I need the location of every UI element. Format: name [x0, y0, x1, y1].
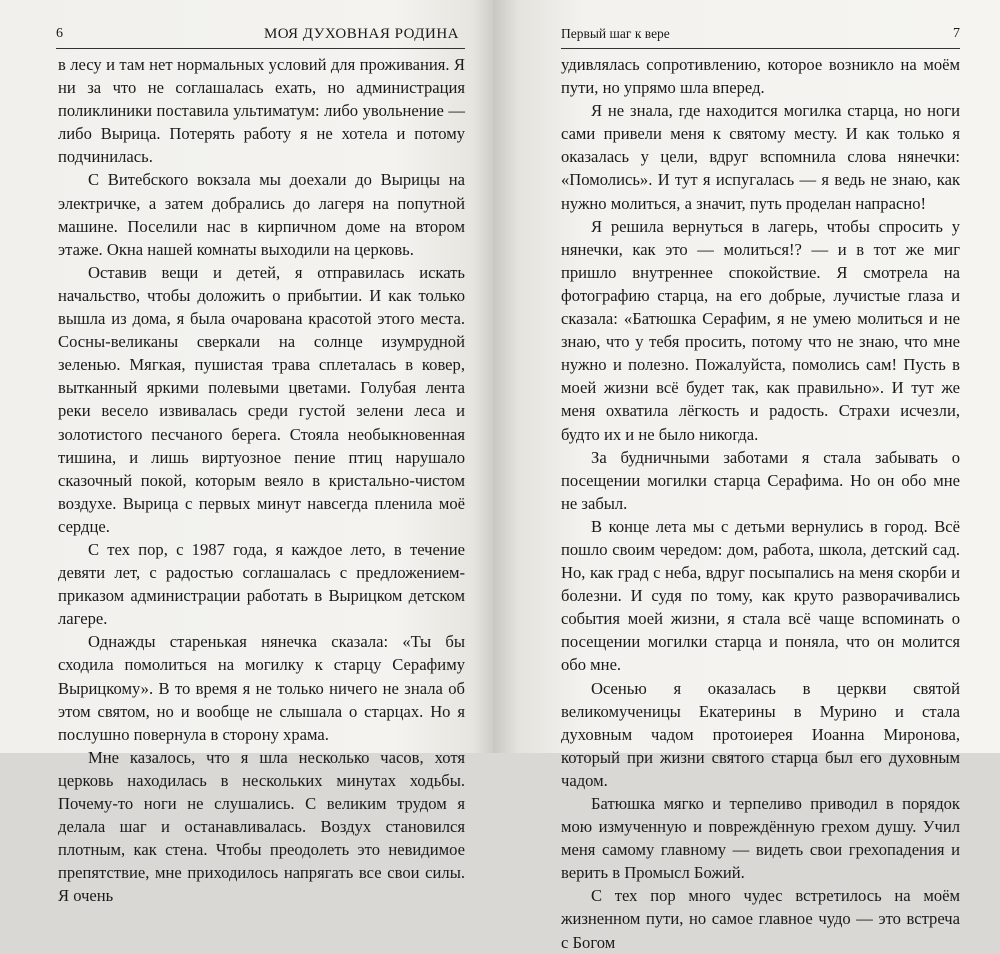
left-page [0, 0, 493, 906]
left-page-text [58, 53, 465, 907]
paragraph: В конце лета мы с детьми вернулись в город. Всё пошло своим чередом: дом, работа, школа, детский сад. Но, как град с неба, вдруг посыпались на меня скорби и болезни. И судя по тому, как круто разворачивались события моей жизни, я стала всё чаще вспоминать о посещении могилки старца и поняла, что он молится обо мне. [561, 516, 960, 675]
page-number-left: 6 [56, 26, 63, 41]
paragraph: Мне казалось, что я шла несколько часов, хотя церковь находилась в нескольких минутах ходьбы. Почему-то ноги не слушались. С великим трудом я делала шаг и останавливалась. Воздух становился плотным, как стена. Чтобы преодолеть это невидимое препятствие, мне приходилось напрягать все свои силы. Я очень [58, 747, 465, 906]
paragraph: Я решила вернуться в лагерь, чтобы спросить у нянечки, как это — молиться!? — и в тот же миг пришло внутреннее спокойствие. Я смотрела на фотографию старца, на его добрые, лучистые глаза и сказала: «Батюшка Серафим, я не умею молиться и не знаю, что у тебя просить, потому что не знаю, что мне нужно и полезно. Пожалуйста, помолись сам! Пусть в моей жизни всё будет так, как правильно». И тут же меня охватила лёгкость и радость. Страхи исчезли, будто их и не было никогда. [561, 216, 960, 444]
paragraph: Однажды старенькая нянечка сказала: «Ты бы сходила помолиться на могилку к старцу Серафиму Вырицкому». В то время я не только ничего не знала об этом святом, но и вообще не слышала о старцах. Но я послушно повернула в сторону храма. [58, 632, 465, 744]
running-title-right: Первый шаг к вере [561, 26, 670, 41]
paragraph: С тех пор, с 1987 года, я каждое лето, в течение девяти лет, с радостью соглашалась с предложением-приказом администрации работать в Вырицком детском лагере. [58, 539, 465, 629]
paragraph: С тех пор много чудес встретилось на моём жизненном пути, но самое главное чудо — это встреча с Богом [561, 886, 960, 952]
paragraph: в лесу и там нет нормальных условий для проживания. Я ни за что не соглашалась ехать, но администрация поликлиники поставила ультиматум: либо увольнение — либо Вырица. Потерять работу я не хотела и потому подчинилась. [58, 55, 465, 167]
paragraph: За будничными заботами я стала забывать о посещении могилки старца Серафима. Но он обо мне не забыл. [561, 447, 960, 513]
right-page [493, 0, 1000, 952]
paragraph: Оставив вещи и детей, я отправилась искать начальство, чтобы доложить о прибытии. И как только вышла из дома, я была очарована красотой этого места. Сосны-великаны сверкали на солнце изумрудной зеленью. Мягкая, пушистая трава сплеталась в ковер, вытканный яркими полевыми цветами. Голубая лента реки весело извивалась среди густой зелени леса и золотистого песчаного берега. Стояла необыкновенная тишина, и лишь виртуозное пение птиц нарушало сказочный покой, которым веяло в кристально-чистом воздухе. Вырица с первых минут навсегда пленила моё сердце. [58, 262, 465, 536]
paragraph: С Витебского вокзала мы доехали до Вырицы на электричке, а затем добрались до лагеря на попутной машине. Поселили нас в кирпичном доме на втором этаже. Окна нашей комнаты выходили на церковь. [58, 170, 465, 259]
paragraph: Я не знала, где находится могилка старца, но ноги сами привели меня к святому месту. И как только я оказалась у цели, вдруг вспомнила слова нянечки: «Помолись». И тут я испугалась — я ведь не знаю, как нужно молиться, а значит, путь проделан напрасно! [561, 101, 960, 213]
running-title-left: МОЯ ДУХОВНАЯ РОДИНА [263, 26, 459, 42]
right-page-text [561, 53, 960, 954]
paragraph: Осенью я оказалась в церкви святой великомученицы Екатерины в Мурино и стала духовным чадом протоиерея Иоанна Миронова, который при жизни святого старца был его духовным чадом. [561, 678, 960, 790]
paragraph-continued: удивлялась сопротивлению, которое возникло на моём пути, но упрямо шла вперед. [561, 55, 960, 98]
running-head-right [561, 20, 960, 49]
paragraph: Батюшка мягко и терпеливо приводил в порядок мою измученную и повреждённую грехом душу. Учил меня самому главному — видеть свои грехопадения и верить в Промысл Божий. [561, 794, 960, 883]
page-number-right: 7 [953, 26, 960, 41]
running-head-left [56, 20, 465, 49]
